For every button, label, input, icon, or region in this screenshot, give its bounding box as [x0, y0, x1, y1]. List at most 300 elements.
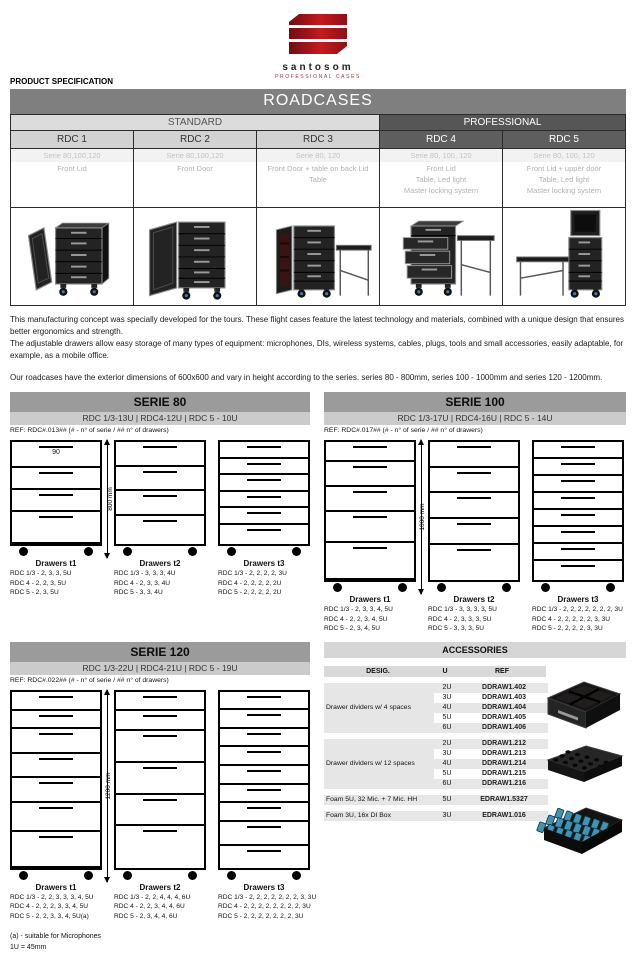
drawer-handle-line — [247, 733, 280, 735]
diagram-spec-line: RDC 5 - 2, 3, 5U — [10, 589, 59, 597]
diagram-spec-line: RDC 4 - 2, 3, 3, 3, 5U — [428, 615, 492, 623]
drawer-handle-line — [247, 496, 280, 498]
diagram-spec-line: RDC 1/3 - 2, 2, 2, 2, 3U — [218, 570, 287, 577]
drawer-cell — [220, 803, 308, 822]
accessory-row — [434, 683, 548, 693]
accessory-u: 4U — [442, 703, 452, 711]
wheel-icon — [502, 583, 511, 592]
accessory-ref: DDRAW1.213 — [482, 749, 526, 757]
drawer-handle-line — [39, 715, 72, 717]
drawer-handle-line — [457, 523, 490, 525]
drawer-cell — [220, 846, 308, 868]
diagram-spec-line: RDC 5 - 2, 2, 2, 2, 2U — [218, 589, 282, 597]
drawer-cell — [220, 692, 308, 711]
accessories-group — [324, 683, 546, 733]
drawer-cell — [326, 543, 414, 580]
diagram-name: Drawers t3 — [557, 595, 599, 604]
accessory-u: 5U — [442, 769, 452, 777]
diagram-spec-line: RDC 5 - 2, 2, 2, 2, 2, 2, 2, 3U — [218, 912, 304, 920]
drawer-handle-line — [143, 446, 176, 448]
footnote-line: 1U = 45mm — [10, 944, 47, 952]
wheel-icon — [123, 547, 132, 556]
diagram-spec-line: RDC 1/3 - 2, 3, 3, 4, 5U — [324, 606, 393, 613]
drawer-cell — [116, 491, 204, 516]
drawer-cell — [430, 519, 518, 545]
drawer-cell — [534, 476, 622, 493]
drawer-cell — [12, 754, 100, 778]
diagram-specs — [114, 569, 206, 598]
drawer-cell — [12, 442, 100, 468]
drawer-cell — [220, 822, 308, 846]
cabinet-outline — [10, 690, 112, 870]
drawer-diagram — [218, 440, 310, 598]
model-serie: Serie 80, 120 — [257, 149, 379, 162]
drawer-handle-line — [143, 471, 176, 473]
drawer-cell — [430, 545, 518, 580]
drawer-handle-line — [143, 767, 176, 769]
model-feature: Table, Led light — [415, 175, 467, 184]
drawer-cell — [220, 785, 308, 804]
case-front-door — [134, 208, 257, 306]
brand-tagline: PROFESSIONAL CASES — [275, 74, 361, 80]
drawer-handle-line — [247, 826, 280, 828]
drawer-handle-line — [457, 549, 490, 551]
model-serie: Serie 80, 100, 120 — [380, 149, 502, 162]
intro-paragraph: The adjustable drawers allow easy storage of many types of equipment: microphones, DIs, wireless systems, cables, plugs, tools and small accessories, easily adaptable, for example, as a mobile office. — [10, 339, 624, 360]
accessory-ref: DDRAW1.403 — [482, 693, 526, 701]
serie-80-diagrams — [10, 440, 310, 598]
serie-100-header: SERIE 100 — [324, 392, 626, 412]
wheels — [10, 547, 102, 557]
model-serie: Serie 80, 100, 120 — [503, 149, 625, 162]
cabinet-outline — [114, 690, 206, 870]
wheel-icon — [437, 583, 446, 592]
diagram-spec-line: RDC 1/3 - 2, 2, 2, 2, 2, 2, 2, 3U — [532, 606, 623, 613]
drawer-handle-line — [143, 495, 176, 497]
model-serie: Serie 80,100,120 — [134, 149, 256, 162]
case-lid-upper-table — [503, 208, 626, 306]
image-row — [11, 208, 626, 306]
accessory-u: 3U — [442, 811, 452, 819]
drawer-cell — [12, 711, 100, 730]
drawer-handle-line — [143, 830, 176, 832]
drawer-cell — [116, 516, 204, 544]
diagram-spec-line: RDC 1/3 - 2, 2, 4, 4, 4, 6U — [114, 893, 191, 901]
logo — [0, 0, 636, 80]
model-serie: Serie 80,100,120 — [11, 149, 133, 162]
drawer-handle-line — [353, 547, 386, 549]
diagram-name: Drawers t2 — [453, 595, 495, 604]
model-feature: Front Lid — [57, 164, 87, 173]
diagram-spec-line: RDC 5 - 2, 2, 2, 2, 3, 3U — [532, 625, 603, 633]
diagram-spec-line: RDC 5 - 2, 2, 3, 3, 4, 5U(a) — [10, 912, 89, 920]
height-measure-label: 800 mm — [106, 487, 114, 511]
drawer-handle-line — [561, 514, 594, 516]
santosom-logo-icon — [285, 12, 351, 56]
drawer-handle-line — [353, 491, 386, 493]
drawer-handle-line — [143, 715, 176, 717]
wheels — [532, 583, 624, 593]
case-drawers-table — [380, 208, 503, 306]
accessory-row — [434, 703, 548, 713]
diagram-name: Drawers t1 — [35, 882, 77, 892]
diagram-name: Drawers t3 — [243, 882, 285, 892]
accessory-u: 5U — [442, 713, 452, 721]
cabinet-outline — [218, 440, 310, 546]
accessory-row — [434, 749, 548, 759]
diagram-name: Drawers t1 — [349, 595, 391, 604]
drawer-handle-line — [247, 446, 280, 448]
drawer-handle-line — [561, 480, 594, 482]
drawer-cell — [116, 731, 204, 763]
drawer-cell — [116, 795, 204, 827]
drawer-handle-line — [39, 836, 72, 838]
wheel-icon — [292, 871, 301, 880]
drawer-cell — [12, 778, 100, 802]
accessory-ref: DDRAW1.212 — [482, 739, 526, 747]
accessory-ref: EDRAW1.016 — [482, 811, 526, 819]
accessories-header-u: U — [442, 667, 448, 675]
diagram-spec-line: RDC 5 - 3, 3, 4U — [114, 589, 163, 597]
model-feature: Table — [309, 175, 327, 184]
accessory-u: 4U — [442, 759, 452, 767]
diagram-spec-line: RDC 1/3 - 2, 2, 3, 3, 3, 4, 5U — [10, 893, 94, 901]
case-front-lid — [11, 208, 134, 306]
accessory-rows — [434, 739, 548, 789]
drawer-handle-line — [39, 733, 72, 735]
drawer-diagram — [10, 690, 112, 922]
drawer-handle-line — [353, 466, 386, 468]
diagram-name: Drawers t2 — [139, 559, 181, 568]
drawer-cell — [534, 442, 622, 459]
drawer-handle-line — [247, 463, 280, 465]
drawer-cell — [116, 692, 204, 712]
drawer-cell — [534, 493, 622, 510]
cabinet-outline — [428, 440, 520, 582]
drawer-diagram — [428, 440, 520, 634]
wheel-icon — [333, 583, 342, 592]
accessory-desig: Foam 3U, 16x DI Box — [324, 811, 434, 821]
accessories-header-desig: DESIG. — [366, 667, 390, 675]
drawer-diagram — [10, 440, 114, 598]
drawer-cell — [12, 692, 100, 711]
drawer-handle-line — [247, 479, 280, 481]
diagram-specs — [532, 605, 624, 634]
serie-80-section — [10, 392, 310, 634]
accessory-row — [434, 759, 548, 769]
drawer-handle-line — [247, 850, 280, 852]
model-info-cell — [11, 149, 134, 208]
cabinet-outline — [532, 440, 624, 582]
wheel-icon — [606, 583, 615, 592]
cabinet-outline — [10, 440, 114, 546]
model-feature: Master locking system — [526, 186, 602, 195]
serie-120-section — [10, 642, 317, 954]
accessory-ref: DDRAW1.215 — [482, 769, 526, 777]
wheel-icon — [227, 871, 236, 880]
model-info-cell — [134, 149, 257, 208]
drawer-cell — [220, 729, 308, 748]
drawer-handle-line — [39, 807, 72, 809]
diagram-specs — [428, 605, 520, 634]
accessory-row — [434, 713, 548, 723]
serie-100-ref-line: REF: RDC#.017## (# - n° of serie / ## n° of drawers) — [324, 427, 483, 434]
wheel-icon — [19, 547, 28, 556]
drawer-handle-line — [457, 497, 490, 499]
drawer-cell — [220, 475, 308, 492]
drawer-handle-line — [247, 512, 280, 514]
intro-paragraph: This manufacturing concept was specially developed for the tours. These flight cases feature the latest technology and materials, combined with a unique design that ensures better ergonomics and strength. — [10, 315, 624, 336]
serie-120-diagrams — [10, 690, 317, 922]
wheel-icon — [188, 871, 197, 880]
diagram-spec-line: RDC 5 - 2, 3, 4, 4, 6U — [114, 912, 178, 920]
height-measure-arrow — [418, 440, 426, 594]
wheel-icon — [84, 871, 93, 880]
accessory-row — [434, 811, 548, 821]
drawer-cell — [430, 442, 518, 468]
cabinet-outline — [324, 440, 426, 582]
accessory-ref: DDRAW1.405 — [482, 713, 526, 721]
wheels — [324, 583, 416, 593]
foam-dibox-image — [540, 796, 626, 862]
serie-80-models-line: RDC 1/3-13U | RDC4-12U | RDC 5 - 10U — [10, 412, 310, 425]
height-measure-label: 1200 mm — [104, 772, 112, 800]
wheel-icon — [123, 871, 132, 880]
diagram-spec-line: RDC 4 - 2, 2, 3, 4, 5U — [324, 615, 388, 623]
diagram-spec-line: RDC 5 - 3, 3, 3, 5U — [428, 625, 485, 633]
drawer-cell — [220, 747, 308, 766]
accessories-header-row — [324, 666, 546, 677]
model-name-cell: RDC 5 — [503, 131, 626, 149]
category-cell: PROFESSIONAL — [380, 115, 626, 131]
accessory-u: 3U — [442, 693, 452, 701]
drawer-cell — [534, 459, 622, 476]
serie-80-ref-line: REF: RDC#.013## (# - n° of serie / ## n° of drawers) — [10, 427, 169, 434]
drawer-cell — [326, 462, 414, 487]
brand-wordmark: santosom — [282, 62, 354, 73]
wheel-icon — [227, 547, 236, 556]
wheel-icon — [541, 583, 550, 592]
diagram-spec-line: RDC 4 - 2, 2, 2, 2, 2, 3, 3U — [532, 615, 611, 623]
accessory-u: 6U — [442, 723, 452, 731]
wheel-icon — [19, 871, 28, 880]
diagram-name: Drawers t1 — [35, 559, 77, 568]
wheel-icon — [398, 583, 407, 592]
drawer-handle-line — [143, 520, 176, 522]
diagram-specs — [218, 569, 310, 598]
drawer-cell — [534, 544, 622, 561]
accessories-title: ACCESSORIES — [324, 642, 626, 658]
drawer-cell — [12, 490, 100, 512]
diagram-spec-line: RDC 5 - 2, 3, 4, 5U — [324, 625, 381, 633]
drawer-cell — [116, 711, 204, 731]
drawer-handle-line — [39, 782, 72, 784]
diagram-spec-line: RDC 1/3 - 2, 3, 3, 5U — [10, 570, 72, 577]
accessory-rows — [434, 795, 548, 805]
diagram-spec-line: RDC 1/3 - 3, 3, 3, 3, 5U — [428, 606, 497, 613]
drawer-cell — [326, 442, 414, 462]
accessory-row — [434, 769, 548, 779]
drawer-handle-line — [39, 696, 72, 698]
drawer-cell — [116, 442, 204, 467]
drawer-handle-line — [561, 446, 594, 448]
diagram-spec-line: RDC 4 - 2, 2, 2, 2, 2U — [218, 579, 282, 587]
diagram-spec-line: RDC 4 - 2, 2, 2, 3, 3, 4, 5U — [10, 903, 89, 911]
drawer-divider-image — [542, 674, 626, 736]
drawer-handle-line — [39, 494, 72, 496]
drawer-handle-line — [561, 463, 594, 465]
drawer-cell — [326, 487, 414, 512]
accessories-group — [324, 739, 546, 789]
accessory-u: 3U — [442, 749, 452, 757]
model-info-cell — [257, 149, 380, 208]
drawer-cell — [12, 803, 100, 833]
accessories-group — [324, 795, 546, 805]
diagram-specs — [324, 605, 416, 634]
drawer-cell — [534, 510, 622, 527]
drawer-cell — [534, 561, 622, 580]
drawer-handle-line — [561, 497, 594, 499]
drawer-handle-line — [143, 696, 176, 698]
height-measure-label: 1000 mm — [418, 503, 426, 531]
accessory-row — [434, 795, 548, 805]
wheels — [218, 547, 310, 557]
drawer-diagram — [218, 690, 317, 922]
accessories-images — [540, 674, 626, 868]
drawer-cell — [116, 763, 204, 795]
drawer-handle-line — [247, 714, 280, 716]
height-measure-arrow — [104, 690, 112, 882]
drawer-handle-line — [247, 789, 280, 791]
drawer-handle-line — [39, 472, 72, 474]
drawer-handle-line — [353, 446, 386, 448]
accessory-ref: DDRAW1.214 — [482, 759, 526, 767]
model-row — [11, 131, 626, 149]
accessory-u: 6U — [442, 779, 452, 787]
intro-paragraph: Our roadcases have the exterior dimensions of 600x600 and vary in height according to the series. series 80 - 800mm, series 100 - 1000mm and series 120 - 1200mm. — [10, 373, 603, 382]
info-row — [11, 149, 626, 208]
model-feature: Table, Led light — [538, 175, 590, 184]
diagram-specs — [114, 893, 206, 922]
serie-120-header: SERIE 120 — [10, 642, 310, 662]
intro-paragraphs — [10, 314, 626, 384]
drawer-handle-line — [247, 807, 280, 809]
drawer-cell — [116, 826, 204, 867]
drawer-handle-line — [247, 751, 280, 753]
drawer-handle-line — [561, 531, 594, 533]
serie-100-models-line: RDC 1/3-17U | RDC4-16U | RDC 5 - 14U — [324, 412, 626, 425]
model-feature: Front Lid + upper door — [526, 164, 602, 173]
diagram-specs — [10, 893, 102, 922]
accessory-rows — [434, 683, 548, 733]
drawer-handle-line — [39, 516, 72, 518]
drawer-cell — [12, 729, 100, 753]
drawer-cell — [430, 468, 518, 494]
model-feature: Master locking system — [403, 186, 479, 195]
category-cell: STANDARD — [11, 115, 380, 131]
accessory-desig: Foam 5U, 32 Mic. + 7 Mic. HH — [324, 795, 434, 805]
page-label: PRODUCT SPECIFICATION — [10, 77, 113, 86]
accessory-ref: DDRAW1.404 — [482, 703, 526, 711]
drawer-cell — [12, 832, 100, 867]
model-feature: Front Lid — [426, 164, 456, 173]
wheels — [428, 583, 520, 593]
accessory-row — [434, 779, 548, 789]
drawer-handle-line — [457, 472, 490, 474]
model-info-cell — [380, 149, 503, 208]
accessory-desig: Drawer dividers w/ 4 spaces — [324, 683, 434, 733]
accessories-group — [324, 811, 546, 821]
diagram-name: Drawers t3 — [243, 559, 285, 568]
accessory-row — [434, 739, 548, 749]
drawer-cell — [12, 468, 100, 490]
diagram-name: Drawers t2 — [139, 882, 181, 892]
model-feature: Front Door — [177, 164, 213, 173]
wheels — [218, 871, 310, 881]
foam-mic-image — [544, 742, 626, 790]
diagram-spec-line: RDC 4 - 2, 2, 3, 5U — [10, 579, 67, 587]
drawer-handle-line — [247, 770, 280, 772]
accessory-desig: Drawer dividers w/ 12 spaces — [324, 739, 434, 789]
drawer-diagram — [114, 690, 206, 922]
diagram-spec-line: RDC 1/3 - 2, 2, 2, 2, 2, 2, 2, 3, 3U — [218, 893, 317, 901]
category-row — [11, 115, 626, 131]
diagram-spec-line: RDC 4 - 2, 2, 3, 4, 4, 6U — [114, 903, 185, 911]
accessory-ref: DDRAW1.216 — [482, 779, 526, 787]
drawer-cell — [220, 492, 308, 509]
accessory-ref: EDRAW1.5327 — [480, 795, 528, 803]
serie-80-header: SERIE 80 — [10, 392, 310, 412]
cabinet-outline — [114, 440, 206, 546]
accessory-u: 2U — [442, 683, 452, 691]
accessories-section — [324, 642, 626, 954]
drawer-cell — [220, 525, 308, 544]
drawer-height-label: 90 — [52, 449, 60, 456]
accessory-rows — [434, 811, 548, 821]
wheels — [10, 871, 102, 881]
drawer-cell — [430, 493, 518, 519]
footnote-line: (a) - suitable for Microphones — [10, 933, 102, 941]
drawer-cell — [534, 527, 622, 544]
drawer-handle-line — [561, 548, 594, 550]
drawer-cell — [220, 710, 308, 729]
drawer-handle-line — [247, 696, 280, 698]
drawer-handle-line — [39, 446, 72, 448]
model-name-cell: RDC 4 — [380, 131, 503, 149]
height-measure-arrow — [106, 440, 114, 558]
serie-120-models-line: RDC 1/3-22U | RDC4-21U | RDC 5 - 19U — [10, 662, 310, 675]
wheel-icon — [292, 547, 301, 556]
drawer-handle-line — [457, 446, 490, 448]
drawer-diagram — [324, 440, 426, 634]
drawer-cell — [326, 512, 414, 543]
drawer-cell — [116, 467, 204, 492]
drawer-diagram — [532, 440, 624, 634]
diagram-specs — [218, 893, 317, 922]
diagram-spec-line: RDC 4 - 2, 2, 2, 2, 2, 2, 2, 2, 3U — [218, 903, 311, 911]
serie-120-ref-line: REF: RDC#.022## (# - n° of serie / ## n° of drawers) — [10, 676, 169, 684]
diagram-spec-line: RDC 1/3 - 3, 3, 3, 4U — [114, 570, 176, 577]
model-name-cell: RDC 2 — [134, 131, 257, 149]
wheels — [114, 547, 206, 557]
drawer-cell — [220, 766, 308, 785]
accessory-ref: DDRAW1.402 — [482, 683, 526, 691]
drawer-handle-line — [247, 529, 280, 531]
title-bar: ROADCASES — [10, 89, 626, 114]
drawer-handle-line — [143, 799, 176, 801]
wheel-icon — [84, 547, 93, 556]
case-door-table — [257, 208, 380, 306]
